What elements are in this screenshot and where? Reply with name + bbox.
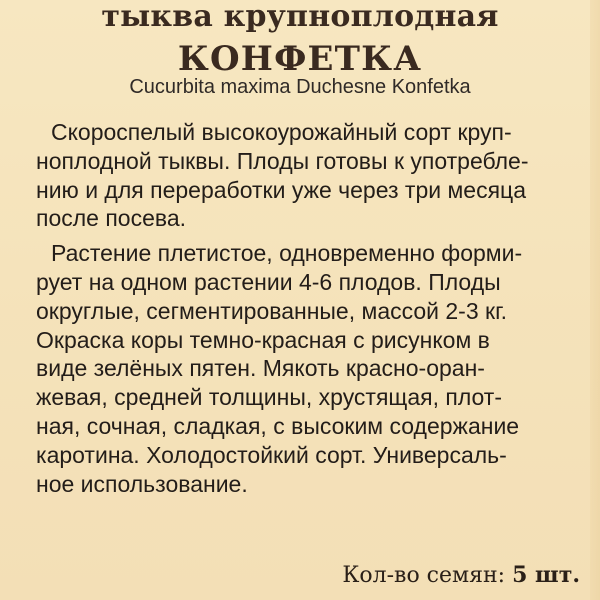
description-text <box>36 118 584 498</box>
seed-count <box>342 562 580 588</box>
paragraph-2-line: Окраска коры темно-красная с рисунком в <box>36 326 490 353</box>
paragraph-1-line: Скороспелый высокоурожайный сорт круп- <box>51 119 512 145</box>
paragraph-2-line: округлые, сегментированные, массой 2-3 кг. <box>36 297 508 324</box>
paragraph-1-line: нию и для переработки уже через три месяца <box>36 176 527 203</box>
paragraph-2-line: Растение плетистое, одновременно форми- <box>51 240 523 267</box>
paragraph-1-line: после посева. <box>36 205 187 232</box>
paragraph-2-line: каротина. Холодостойкий сорт. Универсаль- <box>36 441 507 468</box>
paragraph-1-line: ноплодной тыквы. Плоды готовы к употребле- <box>36 147 529 174</box>
paragraph-2-line: виде зелёных пятен. Мякоть красно-оран- <box>36 355 485 382</box>
paragraph-2 <box>36 239 584 498</box>
paragraph-2-line: ное использование. <box>36 470 248 497</box>
paragraph-2-line: жевая, средней толщины, хрустящая, плот- <box>36 384 502 411</box>
paragraph-1 <box>36 118 584 233</box>
seed-count-label: Кол-во семян: <box>342 563 506 588</box>
paragraph-2-line: рует на одном растении 4-6 плодов. Плоды <box>36 268 501 295</box>
title-line-2: КОНФЕТКА <box>177 39 423 79</box>
title-line-1: тыква крупноплодная <box>101 0 499 34</box>
seed-count-value: 5 шт. <box>512 562 580 588</box>
paragraph-2-line: ная, сочная, сладкая, с высоким содержание <box>36 412 520 439</box>
page-title <box>0 0 600 79</box>
latin-name: Cucurbita maxima Duchesne Konfetka <box>129 76 471 98</box>
